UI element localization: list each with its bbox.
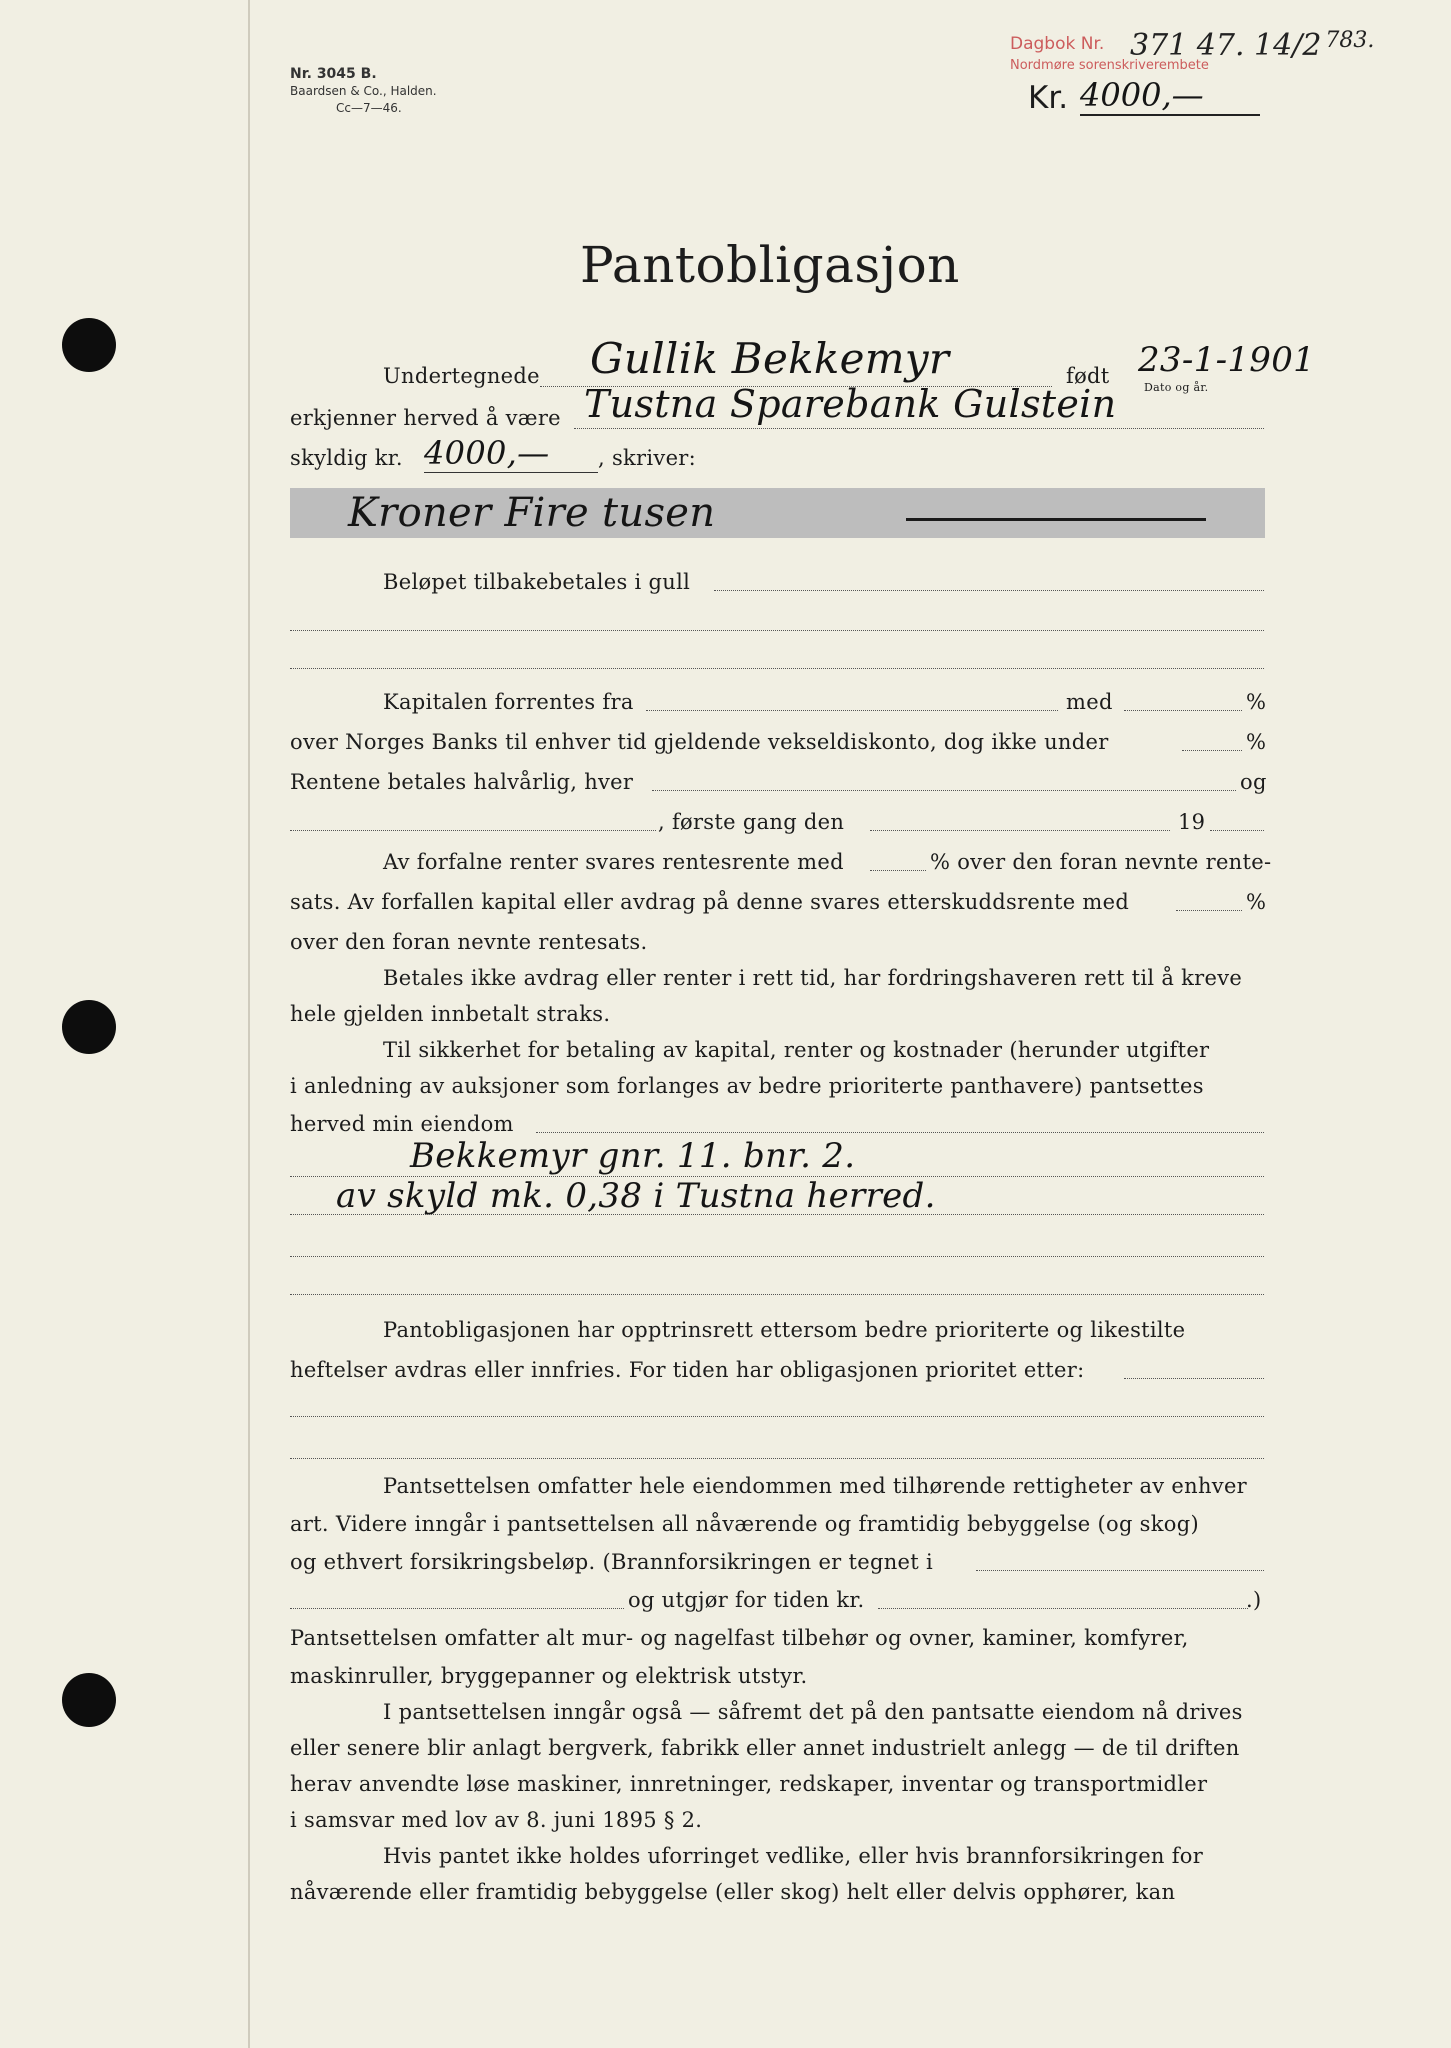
dotted-fill (870, 830, 1170, 831)
dotted-fill (290, 668, 1264, 669)
betales-line2: hele gjelden innbetalt straks. (290, 1002, 611, 1026)
betales-line: Betales ikke avdrag eller renter i rett tid, har fordringshaveren rett til å kreve (383, 966, 1243, 990)
renter-line: Rentene betales halvårlig, hver (290, 770, 634, 794)
close-paren: .) (1246, 1588, 1262, 1612)
dotted-fill (290, 1458, 1264, 1459)
fill-stroke (906, 518, 1206, 521)
punch-hole (62, 1673, 116, 1727)
dotted-fill (1176, 910, 1242, 911)
print-code: Cc—7—46. (336, 101, 402, 115)
year-prefix: 19 (1178, 810, 1206, 834)
kr-label: Kr. (1028, 80, 1069, 116)
dotted-fill (1124, 710, 1242, 711)
stamp-line1: Dagbok Nr. (1010, 34, 1105, 54)
stamp-line2: Nordmøre sorenskriverembete (1010, 58, 1209, 73)
form-number: Nr. 3045 B. (290, 66, 377, 82)
dotted-fill (290, 630, 1264, 631)
publisher: Baardsen & Co., Halden. (290, 84, 437, 98)
rentesrente-line: Av forfalne renter svares rentesrente med (383, 850, 844, 874)
undertegnede-label: Undertegnede (383, 364, 540, 388)
amount-words: Kroner Fire tusen (348, 490, 716, 536)
opptrinsrett-line: Pantobligasjonen har opptrinsrett ettersom bedre prioriterte og likestilte (383, 1318, 1186, 1342)
rentesats-line: over den foran nevnte rentesats. (290, 930, 648, 954)
eiendom-line: herved min eiendom (290, 1112, 514, 1136)
dotted-fill (976, 1570, 1264, 1571)
dotted-fill (646, 710, 1058, 711)
mur-line2: maskinruller, bryggepanner og elektrisk utstyr. (290, 1664, 808, 1688)
percent-sign: % (1246, 730, 1267, 754)
dotted-fill (574, 428, 1264, 429)
dotted-fill (290, 1294, 1264, 1295)
punch-hole (62, 1000, 116, 1054)
etterskudd-line: sats. Av forfallen kapital eller avdrag på denne svares etterskuddsrente med (290, 890, 1130, 914)
kr-amount: 4000,— (1080, 76, 1260, 116)
debt-amount: 4000,— (424, 434, 598, 473)
sikkerhet-line: Til sikkerhet for betaling av kapital, renter og kostnader (herunder utgifter (383, 1038, 1210, 1062)
bergverk-line3: herav anvendte løse maskiner, innretninger, redskaper, inventar og transportmidler (290, 1772, 1208, 1796)
opptrinsrett-line2: heftelser avdras eller innfries. For tiden har obligasjonen prioritet etter: (290, 1358, 1085, 1382)
dotted-fill (1182, 750, 1242, 751)
fodt-label: født (1066, 364, 1110, 388)
dotted-fill (290, 1214, 1264, 1215)
dotted-fill (290, 1608, 624, 1609)
dotted-fill (714, 590, 1264, 591)
omfatter-line3: og ethvert forsikringsbeløp. (Brannforsikringen er tegnet i (290, 1550, 933, 1574)
med-label: med (1066, 690, 1113, 714)
omfatter-line2: art. Videre inngår i pantsettelsen all nåværende og framtidig bebyggelse (og skog) (290, 1512, 1199, 1536)
sikkerhet-line2: i anledning av auksjoner som forlanges av bedre prioriterte panthavere) pantsettes (290, 1074, 1204, 1098)
dotted-fill (870, 870, 926, 871)
property-desc-2: av skyld mk. 0,38 i Tustna herred. (336, 1176, 936, 1216)
omfatter-line4: og utgjør for tiden kr. (628, 1588, 865, 1612)
dotted-fill (290, 1256, 1264, 1257)
birth-date: 23-1-1901 (1138, 340, 1316, 380)
dotted-fill (1124, 1378, 1264, 1379)
forste-gang-line: , første gang den (658, 810, 845, 834)
dotted-fill (290, 830, 656, 831)
og-label: og (1240, 770, 1267, 794)
percent-sign: % (1246, 890, 1267, 914)
mur-line: Pantsettelsen omfatter alt mur- og nagelfast tilbehør og ovner, kaminer, komfyrer, (290, 1626, 1189, 1650)
gull-line: Beløpet tilbakebetales i gull (383, 570, 691, 594)
debtor-name: Gullik Bekkemyr (590, 334, 950, 383)
kapital-line2: over Norges Banks til enhver tid gjeldende vekseldiskonto, dog ikke under (290, 730, 1109, 754)
bergverk-line4: i samsvar med lov av 8. juni 1895 § 2. (290, 1808, 703, 1832)
dotted-fill (1210, 830, 1264, 831)
punch-hole (62, 318, 116, 372)
skriver-label: , skriver: (598, 446, 697, 470)
bergverk-line: I pantsettelsen inngår også — såfremt det på den pantsatte eiendom nå drives (383, 1700, 1243, 1724)
dotted-fill (536, 1132, 1264, 1133)
dotted-fill (652, 790, 1236, 791)
margin-rule (248, 0, 250, 2048)
dato-label: Dato og år. (1144, 381, 1209, 394)
erkjenner-label: erkjenner herved å være (290, 406, 561, 430)
printer-imprint (290, 66, 437, 117)
dotted-fill (878, 1608, 1248, 1609)
page-title: Pantobligasjon (580, 236, 960, 294)
skyldig-label: skyldig kr. (290, 446, 403, 470)
percent-sign: % (1246, 690, 1267, 714)
bergverk-line2: eller senere blir anlagt bergverk, fabrikk eller annet industrielt anlegg — de til driften (290, 1736, 1240, 1760)
kapital-line: Kapitalen forrentes fra (383, 690, 634, 714)
dotted-fill (290, 1416, 1264, 1417)
omfatter-line: Pantsettelsen omfatter hele eiendommen med tilhørende rettigheter av enhver (383, 1474, 1248, 1498)
property-desc-1: Bekkemyr gnr. 11. bnr. 2. (410, 1136, 856, 1176)
creditor-name: Tustna Sparebank Gulstein (584, 382, 1117, 426)
rentesrente-line-b: % over den foran nevnte rente- (930, 850, 1272, 874)
hvis-line: Hvis pantet ikke holdes uforringet vedlike, eller hvis brannforsikringen for (383, 1844, 1204, 1868)
hvis-line2: nåværende eller framtidig bebyggelse (eller skog) helt eller delvis opphører, kan (290, 1880, 1176, 1904)
stamp-handwritten: 371 47. 14/2 $^{783.}$ (1130, 28, 1375, 63)
